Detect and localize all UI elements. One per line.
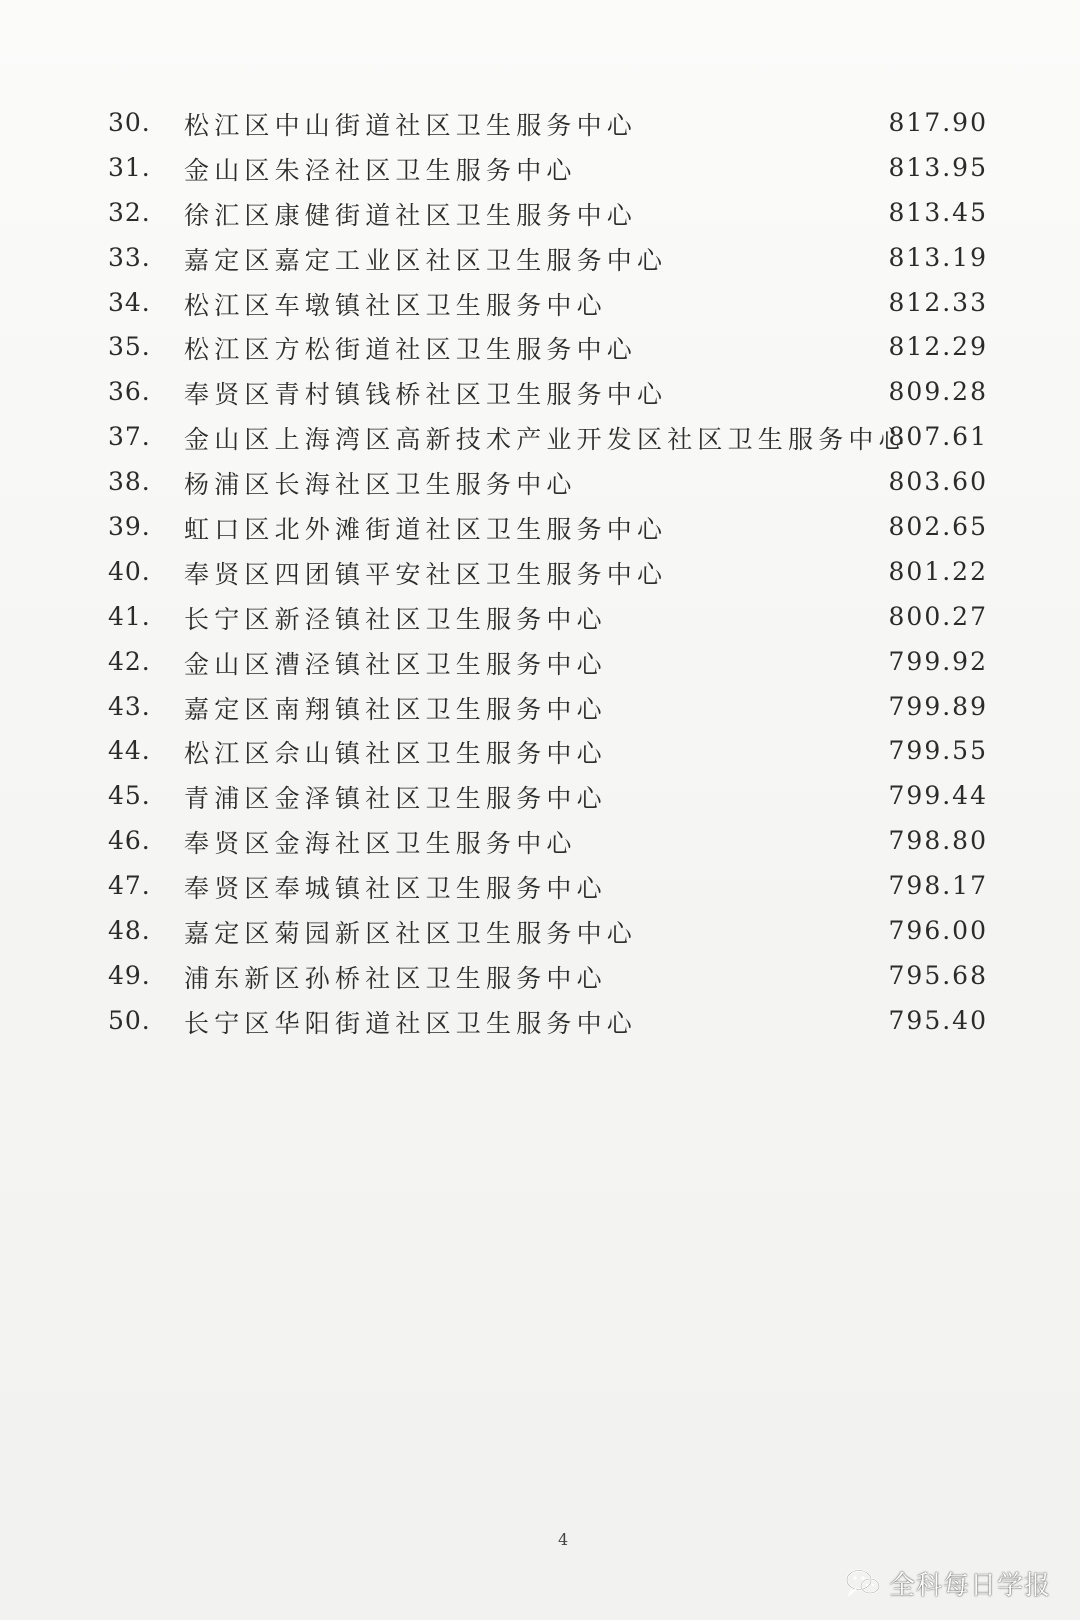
rank-number: 37. [108,422,151,452]
center-name: 长宁区华阳街道社区卫生服务中心 [184,1008,638,1038]
center-name: 金山区朱泾社区卫生服务中心 [184,155,577,185]
score-value: 799.55 [888,736,988,766]
rank-number: 34. [108,287,151,317]
score-value: 813.45 [888,197,988,227]
list-item [0,641,1080,686]
score-value: 809.28 [888,377,988,407]
list-item [0,1000,1080,1045]
center-name: 松江区中山街道社区卫生服务中心 [184,111,638,140]
watermark [845,1563,1051,1603]
score-value: 813.95 [888,152,988,182]
rank-number: 40. [108,556,151,586]
rank-number: 36. [108,377,151,407]
score-value: 802.65 [888,512,988,542]
list-item [0,506,1080,551]
ranking-list [0,102,1080,1045]
list-item [0,147,1080,192]
list-item [0,865,1080,910]
page-number: 4 [558,1530,569,1549]
list-item [0,102,1080,147]
list-item [0,955,1080,1000]
center-name: 浦东新区孙桥社区卫生服务中心 [184,963,607,993]
score-value: 796.00 [888,916,988,946]
score-value: 807.61 [888,422,988,452]
center-name: 徐汇区康健街道社区卫生服务中心 [184,200,638,230]
center-name: 松江区车墩镇社区卫生服务中心 [184,290,607,320]
rank-number: 43. [108,691,151,721]
list-item [0,686,1080,731]
center-name: 松江区佘山镇社区卫生服务中心 [184,739,607,769]
list-item [0,192,1080,237]
score-value: 801.22 [888,556,988,586]
rank-number: 48. [108,916,151,946]
rank-number: 41. [108,601,151,631]
center-name: 金山区漕泾镇社区卫生服务中心 [184,649,607,679]
rank-number: 32. [108,197,151,227]
rank-number: 35. [108,332,151,362]
list-item [0,910,1080,955]
center-name: 奉贤区四团镇平安社区卫生服务中心 [184,559,668,589]
list-item [0,820,1080,865]
score-value: 799.92 [888,646,988,676]
center-name: 松江区方松街道社区卫生服务中心 [184,335,638,365]
center-name: 嘉定区嘉定工业区社区卫生服务中心 [184,245,668,275]
score-value: 798.80 [888,826,988,856]
list-item [0,730,1080,775]
watermark-text: 全科每日学报 [889,1570,1052,1601]
rank-number: 44. [108,736,151,766]
score-value: 812.29 [888,332,988,362]
rank-number: 31. [108,152,151,182]
center-name: 青浦区金泽镇社区卫生服务中心 [184,784,607,814]
rank-number: 39. [108,512,151,542]
score-value: 799.44 [888,781,988,811]
score-value: 798.17 [888,871,988,901]
rank-number: 42. [108,646,151,676]
list-item [0,282,1080,327]
score-value: 817.90 [888,108,988,137]
rank-number: 50. [108,1005,151,1035]
center-name: 嘉定区南翔镇社区卫生服务中心 [184,694,607,724]
center-name: 杨浦区长海社区卫生服务中心 [184,470,577,500]
list-item [0,775,1080,820]
list-item [0,551,1080,596]
center-name: 奉贤区青村镇钱桥社区卫生服务中心 [184,380,668,410]
list-item [0,461,1080,506]
wechat-icon [845,1568,881,1598]
list-item [0,596,1080,641]
score-value: 799.89 [888,691,988,721]
rank-number: 49. [108,960,151,990]
score-value: 803.60 [888,467,988,497]
center-name: 长宁区新泾镇社区卫生服务中心 [184,604,607,634]
rank-number: 46. [108,826,151,856]
rank-number: 45. [108,781,151,811]
list-item [0,237,1080,282]
list-item [0,326,1080,371]
score-value: 812.33 [888,287,988,317]
rank-number: 38. [108,467,151,497]
rank-number: 30. [108,108,151,137]
score-value: 795.40 [888,1005,988,1035]
score-value: 795.68 [888,960,988,990]
score-value: 813.19 [888,242,988,272]
rank-number: 47. [108,871,151,901]
center-name: 嘉定区菊园新区社区卫生服务中心 [184,919,638,949]
rank-number: 33. [108,242,151,272]
list-item [0,416,1080,461]
center-name: 金山区上海湾区高新技术产业开发区社区卫生服务中心 [184,425,909,455]
list-item [0,371,1080,416]
center-name: 奉贤区金海社区卫生服务中心 [184,829,577,859]
score-value: 800.27 [888,601,988,631]
center-name: 虹口区北外滩街道社区卫生服务中心 [184,515,668,545]
center-name: 奉贤区奉城镇社区卫生服务中心 [184,874,607,904]
